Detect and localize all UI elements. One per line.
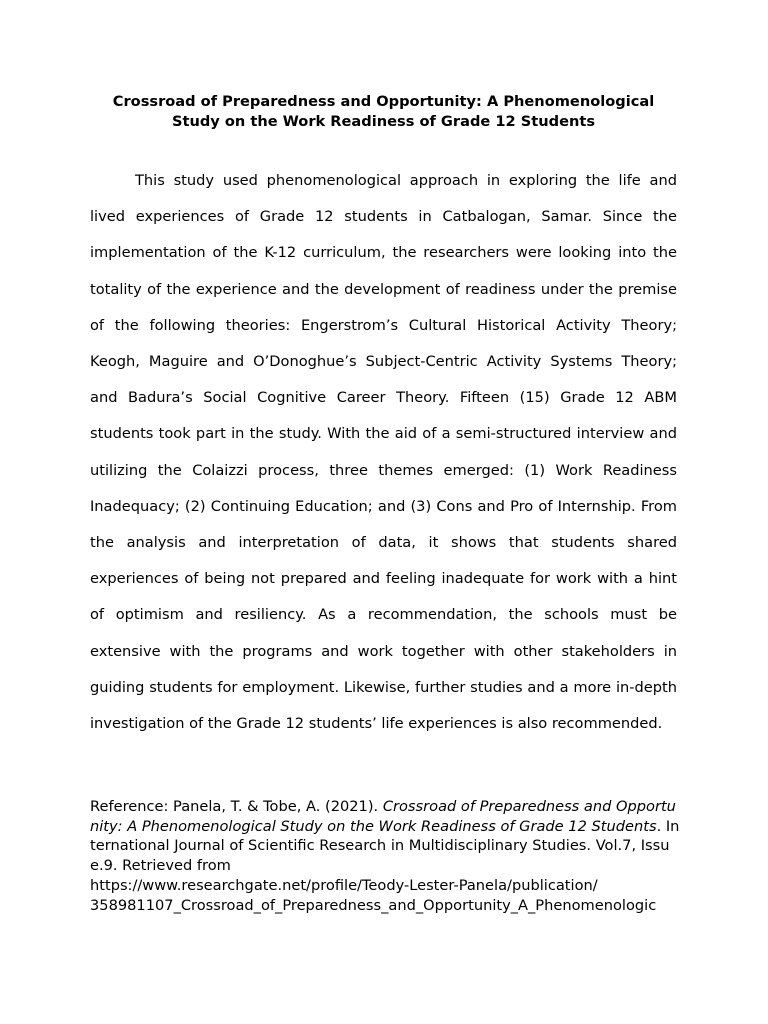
reference-citation bbox=[90, 797, 680, 915]
title-line-2: Study on the Work Readiness of Grade 12 Students bbox=[171, 112, 596, 130]
reference-journal: . International Journal of Scientific Research in Multidisciplinary Studies. Vol.7, Issue.9. Retrieved from bbox=[90, 817, 680, 875]
title-line-1: Crossroad of Preparedness and Opportunity: A Phenomenological bbox=[112, 93, 655, 110]
reference-source-title: Crossroad of Preparedness and Opportunity: A Phenomenological Study on the Work Readiness of Grade 12 Students bbox=[90, 798, 676, 835]
document-title bbox=[86, 92, 681, 131]
abstract-paragraph: This study used phenomenological approach in exploring the life and lived experiences of Grade 12 students in Catbalogan, Samar. Since the implementation of the K-12 curriculum, the researchers were looking into the totality of the experience and the development of readiness under the premise of the following theories: Engerstrom’s Cultural Historical Activity Theory; Keogh, Maguire and O’Donoghue’s Subject-Centric Activity Systems Theory; and Badura’s Social Cognitive Career Theory. Fifteen (15) Grade 12 ABM students took part in the study. With the aid of a semi-structured interview and utilizing the Colaizzi process, three themes emerged: (1) Work Readiness Inadequacy; (2) Continuing Education; and (3) Cons and Pro of Internship. From the analysis and interpretation of data, it shows that students shared experiences of being not prepared and feeling inadequate for work with a hint of optimism and resiliency. As a recommendation, the schools must be extensive with the programs and work together with other stakeholders in guiding students for employment. Likewise, further studies and a more in-depth investigation of the Grade 12 students’ life experiences is also recommended. bbox=[90, 172, 677, 733]
reference-url-line-1: https://www.researchgate.net/profile/Teody-Lester-Panela/publication/ bbox=[90, 876, 598, 894]
reference-prefix: Reference: Panela, T. & Tobe, A. (2021). bbox=[90, 798, 383, 815]
reference-url-line-2: 358981107_Crossroad_of_Preparedness_and_Opportunity_A_Phenomenologic bbox=[90, 896, 657, 914]
